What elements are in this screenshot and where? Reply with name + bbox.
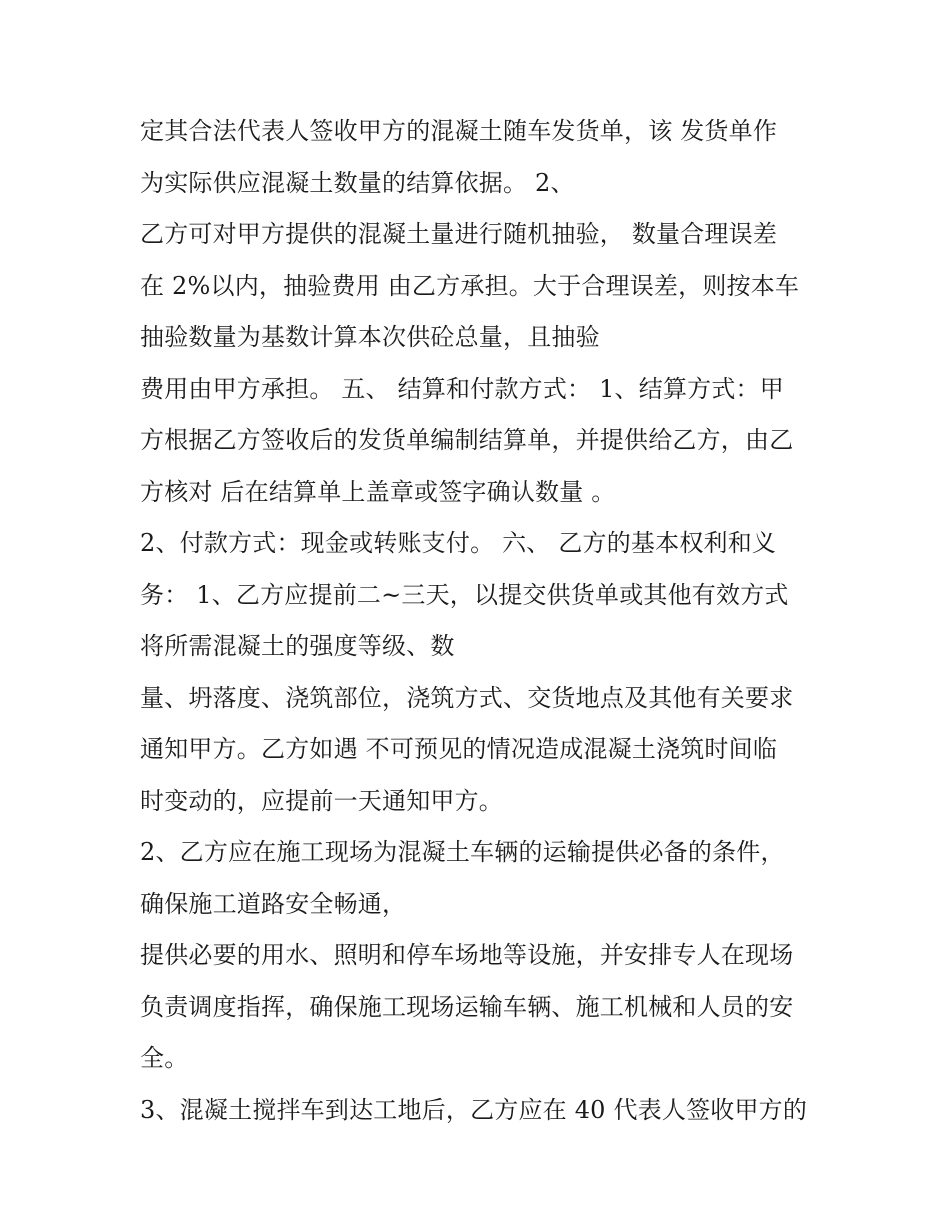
text-line: 在 2%以内，抽验费用 由乙方承担。大于合理误差，则按本车	[140, 271, 800, 300]
text-line: 提供必要的用水、照明和停车场地等设施，并安排专人在现场	[140, 941, 794, 969]
text-line: 定其合法代表人签收甲方的混凝土随车发货单，该 发货单作	[140, 117, 778, 145]
text-line: 负责调度指挥，确保施工现场运输车辆、施工机械和人员的安	[140, 992, 794, 1021]
text-line: 2、付款方式：现金或转账支付。 六、 乙方的基本权利和义	[140, 529, 777, 557]
text-line: 将所需混凝土的强度等级、数	[140, 632, 455, 660]
text-line: 通知甲方。乙方如遇 不可预见的情况造成混凝土浇筑时间临	[140, 735, 778, 763]
text-line: 3、混凝土搅拌车到达工地后，乙方应在 40 代表人签收甲方的	[140, 1095, 808, 1124]
text-line: 时变动的，应提前一天通知甲方。	[140, 786, 503, 815]
text-line: 乙方可对甲方提供的混凝土量进行随机抽验， 数量合理误差	[140, 220, 778, 248]
text-line: 抽验数量为基数计算本次供砼总量，且抽验	[140, 323, 600, 351]
text-line: 全。	[140, 1044, 189, 1072]
text-line: 2、乙方应在施工现场为混凝土车辆的运输提供必备的条件，	[140, 838, 785, 866]
text-line: 量、坍落度、浇筑部位，浇筑方式、交货地点及其他有关要求	[140, 683, 794, 712]
text-line: 方核对 后在结算单上盖章或签字确认数量 。	[140, 477, 616, 506]
contract-body-text	[140, 108, 820, 1138]
text-line: 为实际供应混凝土数量的结算依据。 2、	[140, 168, 575, 197]
text-line: 确保施工道路安全畅通，	[140, 889, 407, 918]
text-line: 费用由甲方承担。 五、 结算和付款方式： 1、结算方式：甲	[140, 374, 784, 403]
text-line: 务： 1、乙方应提前二~三天，以提交供货单或其他有效方式	[140, 580, 789, 609]
text-line: 方根据乙方签收后的发货单编制结算单，并提供给乙方，由乙	[140, 426, 794, 454]
